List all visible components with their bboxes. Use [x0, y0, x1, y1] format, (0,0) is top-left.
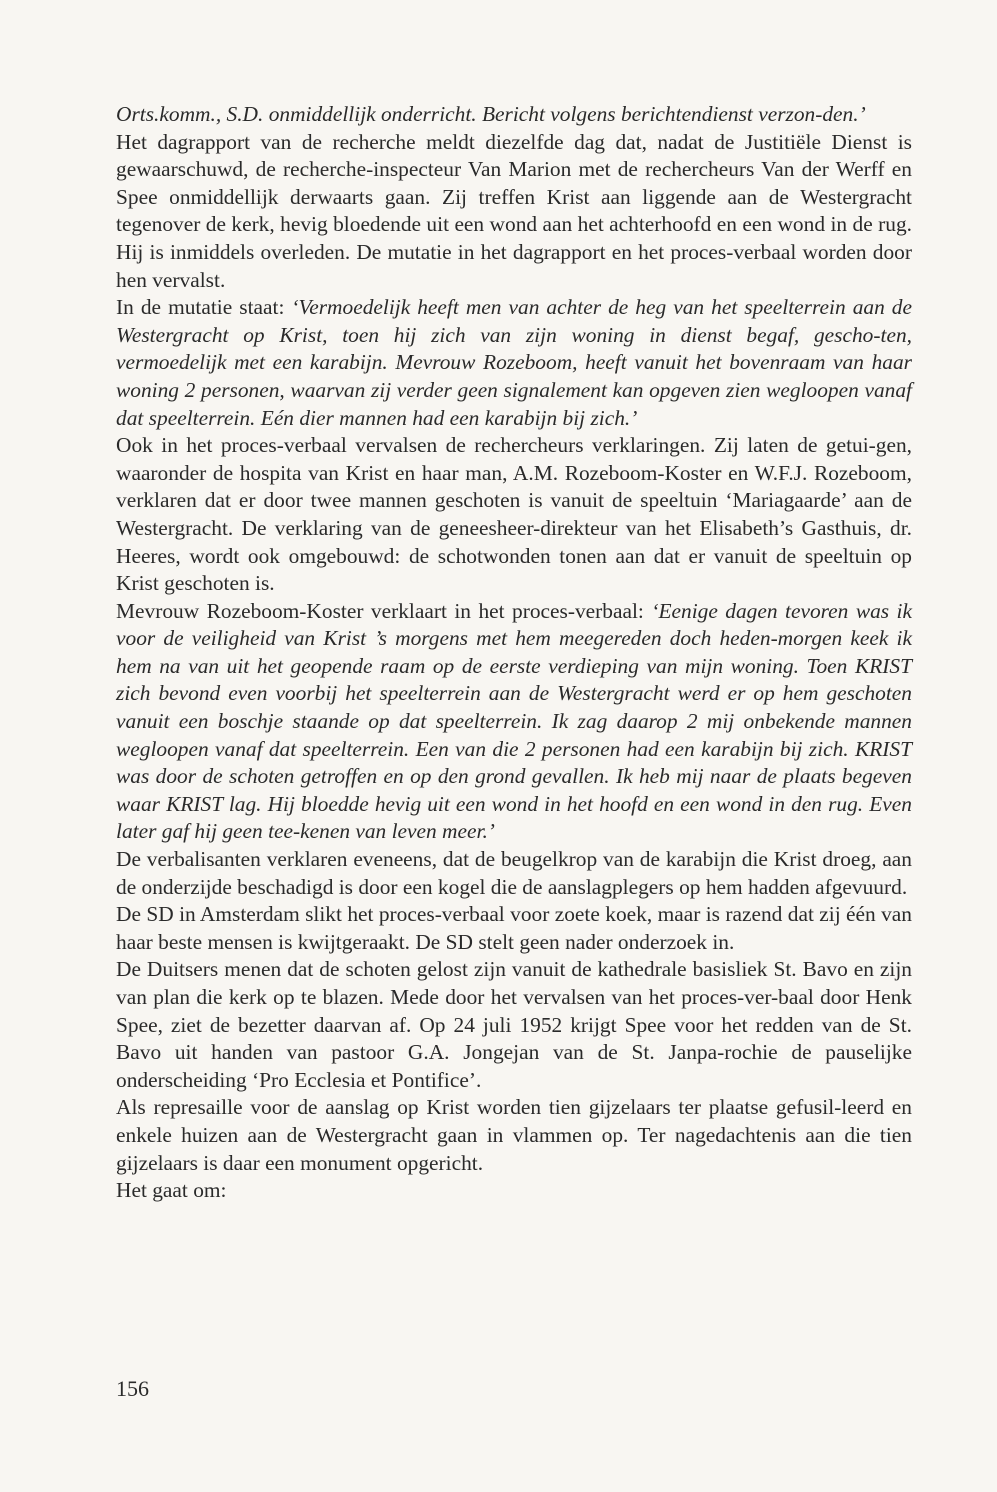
italic-quote: Orts.komm., S.D. onmiddellijk onderricht. Bericht volgens berichtendienst verzon-den.’: [116, 102, 866, 126]
italic-quote: ‘Vermoedelijk heeft men van achter de heg van het speelterrein aan de Westergracht op Krist, toen hij zich van zijn woning in dienst begaf, gescho-ten, vermoedelijk met een karabijn. Mevrouw Rozeboom, heeft vanuit het bovenraam van haar woning 2 personen, waarvan zij verder geen signalement kan opgeven zien wegloopen vanaf dat speelterrein. Eén dier mannen had een karabijn bij zich.’: [116, 295, 912, 430]
text-run: Ook in het proces-verbaal vervalsen de rechercheurs verklaringen. Zij laten de getui-gen, waaronder de hospita van Krist en haar man, A.M. Rozeboom-Koster en W.F.J. Rozeboom, verklaren dat er door twee mannen geschoten is vanuit de speeltuin ‘Mariagaarde’ aan de Westergracht. De verklaring van de geneesheer-direkteur van het Elisabeth’s Gasthuis, dr. Heeres, wordt ook omgebouwd: de schotwonden tonen aan dat er vanuit de speeltuin op Krist geschoten is.: [116, 433, 912, 596]
text-run: De SD in Amsterdam slikt het proces-verbaal voor zoete koek, maar is razend dat zij één van haar beste mensen is kwijtgeraakt. De SD stelt geen nader onderzoek in.: [116, 902, 912, 954]
text-run: In de mutatie staat:: [116, 295, 292, 320]
text-run: Mevrouw Rozeboom-Koster verklaart in het proces-verbaal:: [116, 598, 652, 623]
body-text: [116, 101, 912, 1205]
paragraph: [116, 901, 912, 956]
text-run: Het gaat om:: [116, 1178, 227, 1203]
page-number: 156: [116, 1376, 149, 1401]
paragraph: [116, 129, 912, 295]
text-run: De verbalisanten verklaren eveneens, dat de beugelkrop van de karabijn die Krist droeg, aan de onderzijde beschadigd is door een kogel die de aanslagplegers op hem hadden afgevuurd.: [116, 847, 912, 899]
paragraph: [116, 846, 912, 901]
text-run: Als represaille voor de aanslag op Krist worden tien gijzelaars ter plaatse gefusil-leerd en enkele huizen aan de Westergracht gaan in vlammen op. Ter nagedachtenis aan die tien gijzelaars is daar een monument opgericht.: [116, 1095, 912, 1175]
paragraph: [116, 1094, 912, 1177]
paragraph: [116, 1177, 912, 1205]
italic-quote: ‘Eenige dagen tevoren was ik voor de veiligheid van Krist ’s morgens met hem meegereden doch heden-morgen keek ik hem na van uit het geopende raam op de eerste verdieping van mijn woning. Toen KRIST zich bevond even voorbij het speelterrein aan de Westergracht werd er op hem geschoten vanuit een boschje staande op dat speelterrein. Ik zag daarop 2 mij onbekende mannen wegloopen vanaf dat speelterrein. Een van die 2 personen had een karabijn bij zich. KRIST was door de schoten getroffen en op den grond gevallen. Ik heb mij naar de plaats begeven waar KRIST lag. Hij bloedde hevig uit een wond in het hoofd en een wond in den rug. Even later gaf hij geen tee-kenen van leven meer.’: [116, 598, 912, 844]
paragraph: [116, 294, 912, 432]
text-run: Het dagrapport van de recherche meldt diezelfde dag dat, nadat de Justitiële Dienst is gewaarschuwd, de recherche-inspecteur Van Marion met de rechercheurs Van der Werff en Spee onmiddellijk derwaarts gaan. Zij treffen Krist aan liggende aan de Westergracht tegenover de kerk, hevig bloedende uit een wond aan het achterhoofd en een wond in de rug. Hij is inmiddels overleden. De mutatie in het dagrapport en het proces-verbaal worden door hen vervalst.: [116, 129, 912, 292]
paragraph: [116, 432, 912, 598]
text-run: De Duitsers menen dat de schoten gelost zijn vanuit de kathedrale basisliek St. Bavo en zijn van plan die kerk op te blazen. Mede door het vervalsen van het proces-ver-baal door Henk Spee, ziet de bezetter daarvan af. Op 24 juli 1952 krijgt Spee voor het redden van de St. Bavo uit handen van pastoor G.A. Jongejan van de St. Janpa-rochie de pauselijke onderscheiding ‘Pro Ecclesia et Pontifice’.: [116, 957, 912, 1092]
paragraph: [116, 956, 912, 1094]
paragraph: [116, 598, 912, 846]
paragraph: [116, 101, 912, 129]
